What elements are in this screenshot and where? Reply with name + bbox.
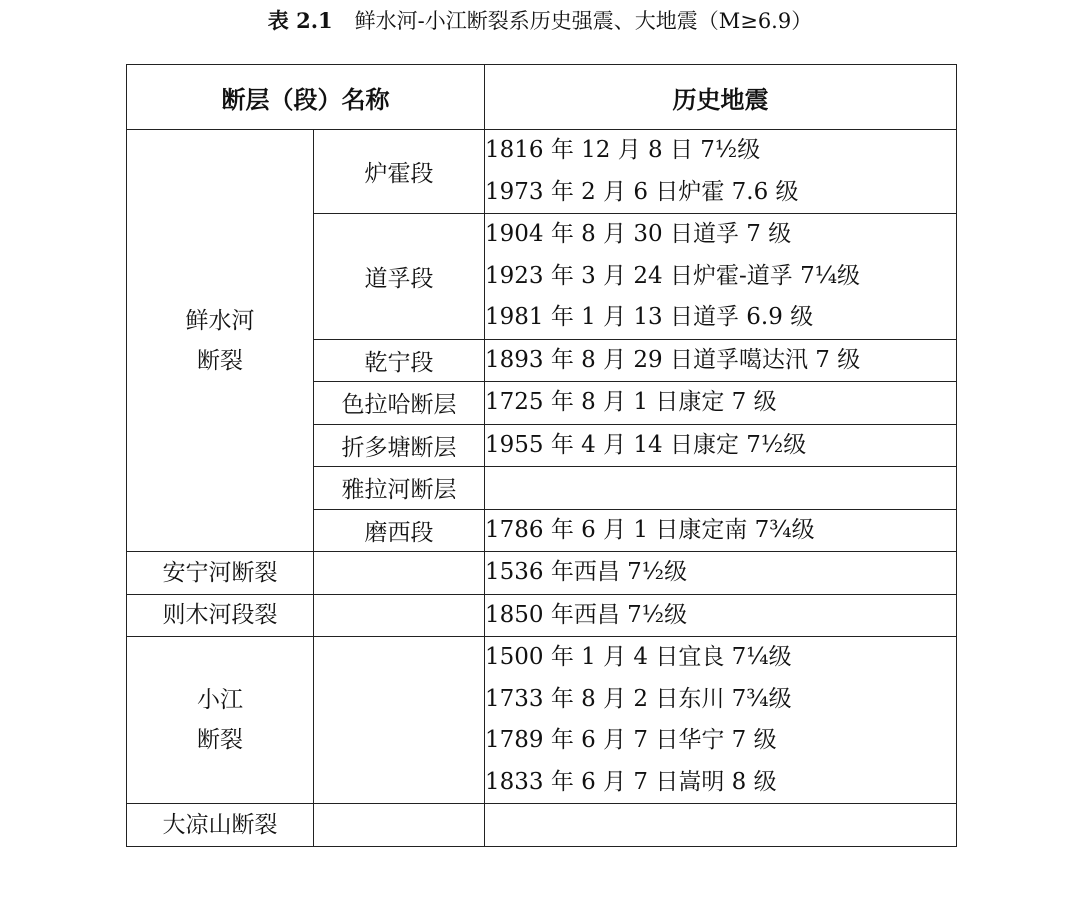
- caption-text: 鲜水河-小江断裂系历史强震、大地震（M≥6.9）: [354, 9, 813, 33]
- header-row: [127, 65, 957, 130]
- quake-cell: [485, 339, 957, 382]
- quake-entry-empty: [485, 804, 956, 846]
- quake-entry: 1981 年 1 月 13 日道孚 6.9 级: [485, 304, 814, 330]
- quake-entry: 1850 年西昌 7½级: [485, 601, 688, 628]
- quake-cell: [485, 382, 957, 425]
- segment-name: 道孚段: [314, 214, 485, 340]
- quake-entry: 1833 年 6 月 7 日嵩明 8 级: [485, 768, 777, 795]
- quake-cell: [485, 424, 957, 467]
- quake-cell-empty: [485, 467, 957, 510]
- quake-cell: [485, 509, 957, 552]
- quake-entry-empty: [485, 467, 956, 509]
- quake-cell: [485, 594, 957, 637]
- caption-label: 表 2.1: [267, 8, 333, 33]
- table-row: [127, 804, 957, 847]
- fault-name-line: 小江: [197, 687, 243, 713]
- fault-name-cell: [127, 130, 314, 552]
- fault-name-line: 大凉山断裂: [162, 811, 278, 838]
- quake-entry: 1816 年 12 月 8 日 7½级: [485, 137, 761, 163]
- header-earthquakes: 历史地震: [485, 65, 957, 130]
- segment-name: [314, 804, 485, 847]
- segment-name: 雅拉河断层: [314, 467, 485, 510]
- fault-name-line: 鲜水河: [185, 307, 255, 334]
- quake-entry: 1973 年 2 月 6 日炉霍 7.6 级: [485, 178, 799, 205]
- table-row: [127, 594, 957, 637]
- fault-name-line: 断裂: [197, 727, 243, 753]
- table-row: [127, 637, 957, 804]
- quake-entry: 1500 年 1 月 4 日宜良 7¼级: [485, 644, 792, 670]
- table-row: [127, 130, 957, 214]
- segment-name: 折多塘断层: [314, 424, 485, 467]
- quake-entry: 1955 年 4 月 14 日康定 7½级: [485, 431, 807, 458]
- segment-name: [314, 594, 485, 637]
- quake-cell: [485, 130, 957, 214]
- segment-name: 炉霍段: [314, 130, 485, 214]
- quake-entry: 1725 年 8 月 1 日康定 7 级: [485, 389, 777, 415]
- fault-name-cell: [127, 637, 314, 804]
- segment-name: 色拉哈断层: [314, 382, 485, 425]
- fault-name-line: 断裂: [197, 347, 243, 374]
- fault-name-line: 则木河段裂: [162, 602, 278, 629]
- fault-name-cell: [127, 804, 314, 847]
- quake-cell-empty: [485, 804, 957, 847]
- header-fault-name: 断层（段）名称: [127, 65, 485, 130]
- fault-name-line: 安宁河断裂: [162, 559, 278, 586]
- quake-cell: [485, 637, 957, 804]
- quake-entry: 1893 年 8 月 29 日道孚噶达汛 7 级: [485, 346, 861, 373]
- quake-entry: 1904 年 8 月 30 日道孚 7 级: [485, 221, 792, 247]
- quake-cell: [485, 552, 957, 595]
- fault-name-cell: [127, 552, 314, 595]
- segment-name: [314, 637, 485, 804]
- earthquake-table: [126, 64, 957, 847]
- quake-entry: 1536 年西昌 7½级: [485, 559, 688, 585]
- quake-cell: [485, 214, 957, 340]
- table-caption: [0, 6, 1080, 36]
- segment-name: [314, 552, 485, 595]
- segment-name: 乾宁段: [314, 339, 485, 382]
- fault-name-cell: [127, 594, 314, 637]
- quake-entry: 1789 年 6 月 7 日华宁 7 级: [485, 727, 777, 753]
- quake-entry: 1786 年 6 月 1 日康定南 7¾级: [485, 516, 815, 543]
- table-row: [127, 552, 957, 595]
- quake-entry: 1923 年 3 月 24 日炉霍-道孚 7¼级: [485, 262, 860, 289]
- quake-entry: 1733 年 8 月 2 日东川 7¾级: [485, 685, 792, 712]
- segment-name: 磨西段: [314, 509, 485, 552]
